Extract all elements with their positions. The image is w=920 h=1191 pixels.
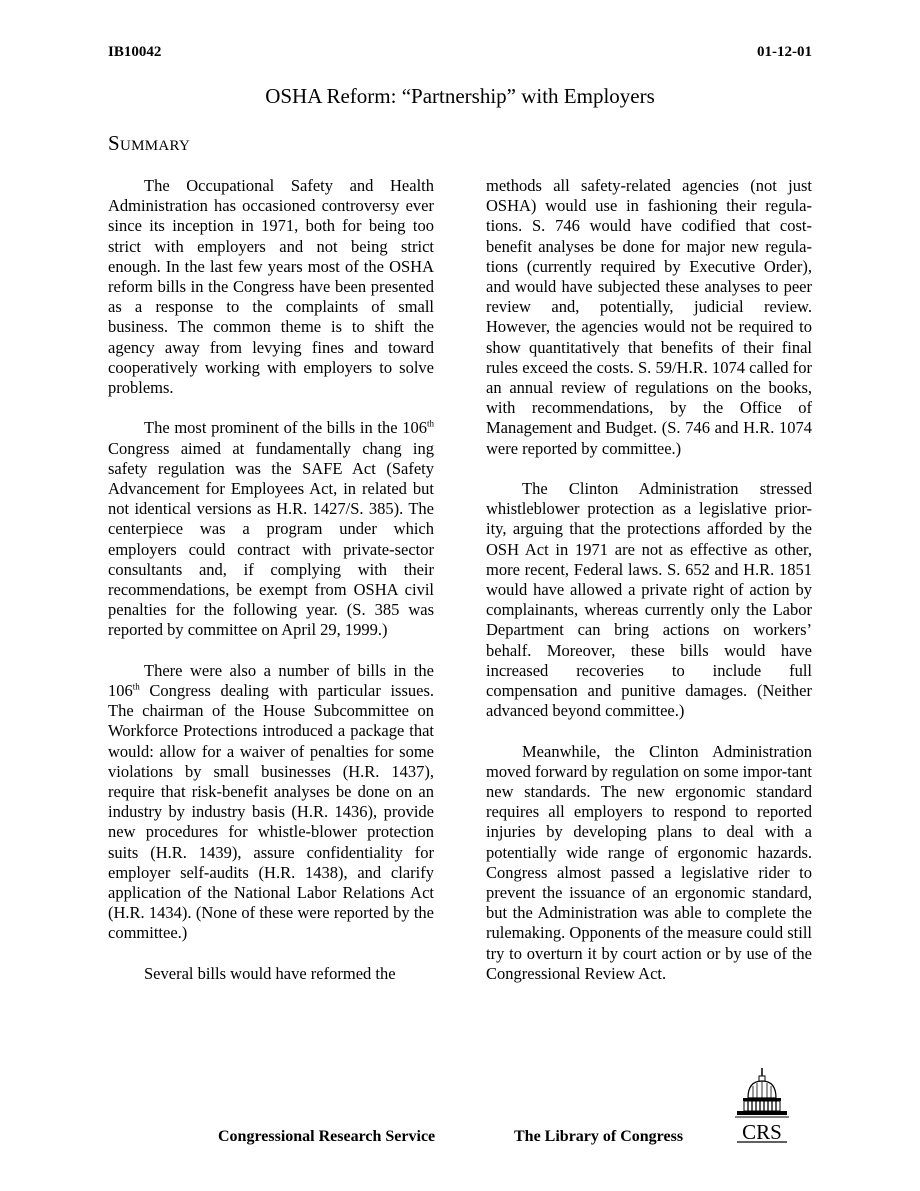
text-span: Congress aimed at fundamentally chang ing safety regulation was the SAFE Act (Safety Advancement for Employees Act, in related but not identical versions as H.R. 1427/S. 385). The centerpiece was a program under which employers could contract with private-sector consultants and, if complying with their recommendations, be exempt from OSHA civil penalties for the following year. (S. 385 was reported by committee on April 29, 1999.) xyxy=(108,438,434,640)
text-span: Congress dealing with particular issues. The chairman of the House Subcommittee on Workforce Protections introduced a package that would: allow for a waiver of penalties for some violations by small businesses (H.R. 1437), require that risk-benefit analyses be done on an industry by industry basis (H.R. 1436), provide new procedures for whistle-blower protection suits (H.R. 1439), assure confidentiality for employer self-audits (H.R. 1438), and clarify application of the National Labor Relations Act (H.R. 1434). (None of these were reported by the committee.) xyxy=(108,681,434,943)
paragraph xyxy=(108,418,434,640)
paragraph: methods all safety-related agencies (not just OSHA) would use in fashioning their regula-tions. S. 746 would have codified that cost-benefit analyses be done for major new regula-tions (currently required by Executive Order), and would have subjected these analyses to peer review and, potentially, judicial review. However, the agencies would not be required to show quantitatively that benefits of their final rules exceed the costs. S. 59/H.R. 1074 called for an annual review of regulations on the books, with recommendations, by the Office of Management and Budget. (S. 746 and H.R. 1074 were reported by committee.) xyxy=(486,176,812,458)
section-heading: Summary xyxy=(108,131,191,155)
paragraph: The Clinton Administration stressed whistleblower protection as a legislative prior-ity, arguing that the protections afforded by the OSH Act in 1971 are not as effective as other, more recent, Federal laws. S. 652 and H.R. 1851 would have allowed a private right of action by complainants, whereas currently only the Labor Department can bring actions on workers’ behalf. Moreover, these bills would have increased recoveries to include full compensation and punitive damages. (Neither advanced beyond committee.) xyxy=(486,479,812,721)
superscript: th xyxy=(426,418,434,429)
footer-organization: Congressional Research Service xyxy=(218,1128,436,1145)
report-number: IB10042 xyxy=(108,44,162,60)
document-title: OSHA Reform: “Partnership” with Employers xyxy=(265,84,655,108)
paragraph xyxy=(108,661,434,944)
text-span: The most prominent of the bills in the 106 xyxy=(144,418,427,438)
right-column xyxy=(486,176,812,1004)
paragraph: Meanwhile, the Clinton Administration moved forward by regulation on some impor-tant new standards. The new ergonomic standard requires all employers to respond to reported injuries by developing plans to deal with a potentially wide range of ergonomic hazards. Congress almost passed a legislative rider to prevent the issuance of an ergonomic standard, but the Administration was able to complete the rulemaking. Opponents of the measure could still try to overturn it by court action or by use of the Congressional Review Act. xyxy=(486,741,812,983)
superscript: th xyxy=(132,681,140,692)
left-column xyxy=(108,176,434,1004)
footer-library: The Library of Congress xyxy=(514,1128,684,1145)
paragraph: Several bills would have reformed the xyxy=(144,963,396,983)
text-span: There were also a number of bills in the 106 xyxy=(108,660,434,701)
crs-capitol-logo-icon xyxy=(731,1066,793,1146)
report-date: 01-12-01 xyxy=(757,44,812,60)
paragraph: The Occupational Safety and Health Administration has occasioned controversy ever since its inception in 1971, both for being too strict with employers and not being strict enough. In the last few years most of the OSHA reform bills in the Congress have been presented as a response to the complaints of small business. The common theme is to shift the agency away from levying fines and toward cooperatively working with employers to solve problems. xyxy=(108,176,434,398)
crs-logo-text: CRS xyxy=(742,1120,782,1144)
